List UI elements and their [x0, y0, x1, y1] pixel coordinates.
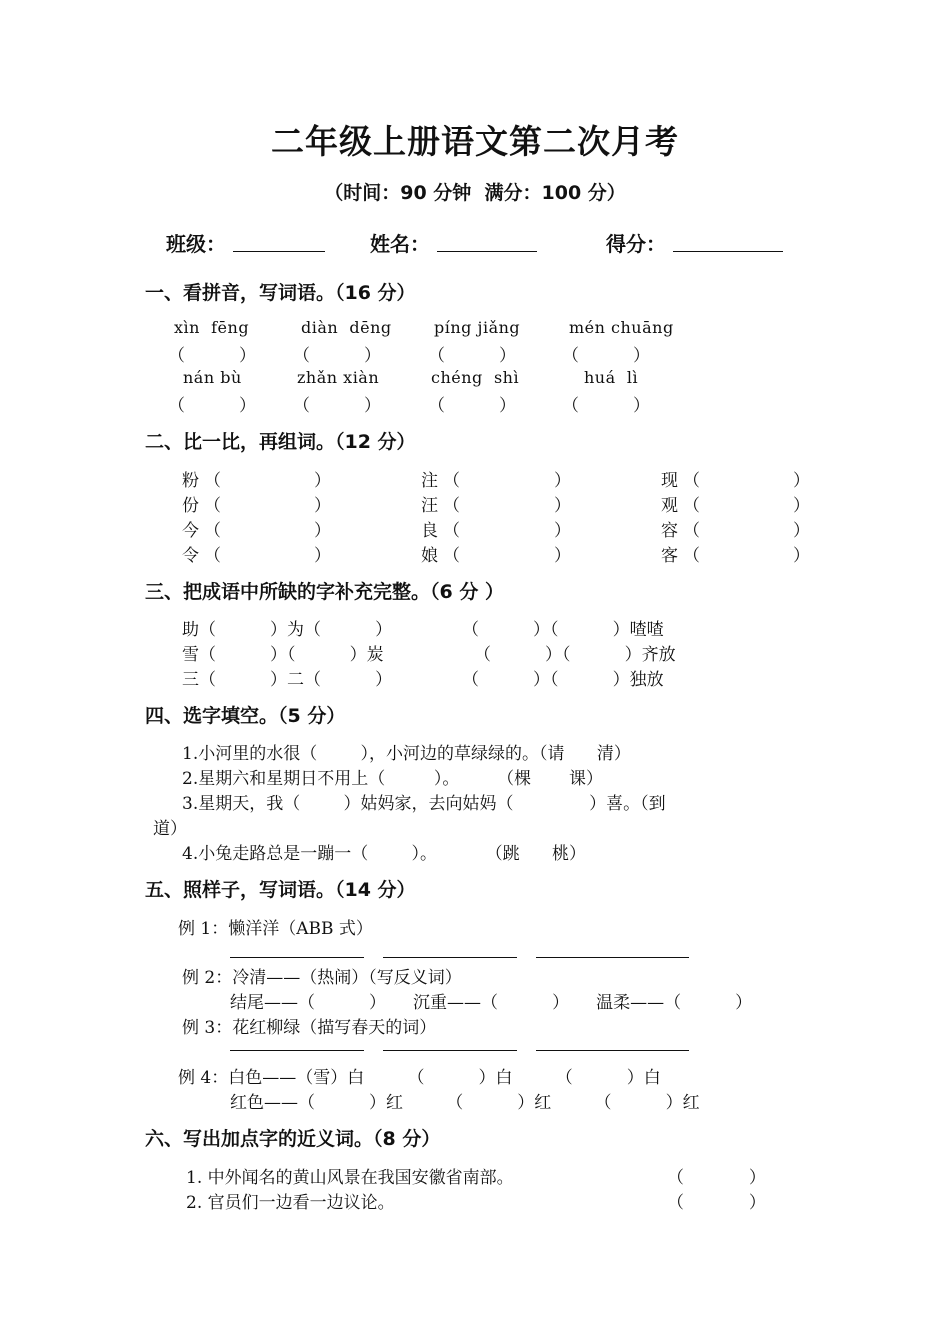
page-subtitle: （时间：90 分钟 满分：100 分）: [324, 182, 626, 204]
paren-close[interactable]: ）: [554, 496, 571, 516]
answer-paren[interactable]: （ ）: [168, 396, 257, 416]
example-4-row-2[interactable]: 红色——（ ）红 （ ）红 （ ）红: [230, 1093, 700, 1113]
idiom-item[interactable]: 雪（ ）（ ）炭: [182, 645, 384, 665]
idiom-item[interactable]: 助（ ）为（ ）: [182, 620, 393, 640]
char-item: 良: [421, 521, 438, 541]
pinyin-item: píng jiǎng: [434, 318, 521, 337]
paren-close[interactable]: ）: [554, 471, 571, 491]
paren-open[interactable]: （: [204, 496, 221, 516]
answer-paren[interactable]: （ ）: [667, 1193, 766, 1213]
pinyin-item: xìn fēng: [174, 318, 250, 337]
answer-paren[interactable]: （ ）: [293, 346, 382, 366]
char-item: 现: [661, 471, 678, 491]
fill-line[interactable]: 2.星期六和星期日不用上（ ）。 （棵 课）: [182, 769, 604, 789]
idiom-item[interactable]: （ ）（ ）喳喳: [462, 620, 664, 640]
pinyin-item: zhǎn xiàn: [297, 368, 380, 387]
char-item: 注: [421, 471, 438, 491]
section-2-heading: 二、比一比，再组词。（12 分）: [145, 431, 416, 453]
fill-line[interactable]: 4.小兔走路总是一蹦一（ ）。 （跳 桃）: [182, 844, 587, 864]
paren-close[interactable]: ）: [314, 546, 331, 566]
paren-close[interactable]: ）: [793, 521, 810, 541]
synonym-sentence: 2. 官员们一边看一边议论。: [186, 1193, 395, 1213]
answer-paren[interactable]: （ ）: [293, 396, 382, 416]
section-5-heading: 五、照样子，写词语。（14 分）: [145, 879, 416, 901]
paren-close[interactable]: ）: [314, 496, 331, 516]
antonym-items[interactable]: 结尾——（ ） 沉重——（ ） 温柔——（ ）: [230, 993, 753, 1013]
char-item: 今: [182, 521, 199, 541]
char-item: 份: [182, 496, 199, 516]
char-item: 汪: [421, 496, 438, 516]
fill-line[interactable]: 3.星期天，我（ ）姑妈家，去向姑妈（ ）喜。（到: [182, 794, 666, 814]
pinyin-item: diàn dēng: [301, 318, 392, 337]
paren-open[interactable]: （: [683, 546, 700, 566]
class-label: 班级：: [166, 232, 226, 256]
paren-close[interactable]: ）: [793, 546, 810, 566]
answer-line[interactable]: [383, 957, 517, 958]
paren-open[interactable]: （: [683, 471, 700, 491]
synonym-sentence: 1. 中外闻名的黄山风景在我国安徽省南部。: [186, 1168, 514, 1188]
paren-close[interactable]: ）: [793, 471, 810, 491]
answer-line[interactable]: [230, 1050, 364, 1051]
char-item: 娘: [421, 546, 438, 566]
answer-paren[interactable]: （ ）: [667, 1168, 766, 1188]
paren-open[interactable]: （: [683, 496, 700, 516]
example-4[interactable]: 例 4：白色——（雪）白 （ ）白 （ ）白: [178, 1068, 661, 1088]
section-4-heading: 四、选字填空。（5 分）: [145, 705, 346, 727]
answer-paren[interactable]: （ ）: [428, 396, 517, 416]
name-label: 姓名：: [370, 232, 430, 256]
answer-line[interactable]: [383, 1050, 517, 1051]
page-title: 二年级上册语文第二次月考: [271, 122, 679, 161]
char-item: 客: [661, 546, 678, 566]
char-item: 令: [182, 546, 199, 566]
section-6-heading: 六、写出加点字的近义词。（8 分）: [145, 1128, 441, 1150]
paren-close[interactable]: ）: [793, 496, 810, 516]
answer-line[interactable]: [230, 957, 364, 958]
section-1-heading: 一、看拼音，写词语。（16 分）: [145, 282, 416, 304]
paren-open[interactable]: （: [204, 521, 221, 541]
paren-open[interactable]: （: [443, 471, 460, 491]
example-1: 例 1：懒洋洋（ABB 式）: [178, 919, 373, 939]
paren-open[interactable]: （: [204, 546, 221, 566]
char-item: 容: [661, 521, 678, 541]
idiom-item[interactable]: （ ）（ ）独放: [462, 670, 664, 690]
score-blank[interactable]: [673, 251, 783, 252]
paren-close[interactable]: ）: [314, 471, 331, 491]
paren-open[interactable]: （: [443, 496, 460, 516]
fill-line[interactable]: 1.小河里的水很（ ），小河边的草绿绿的。（请 清）: [182, 744, 631, 764]
score-label: 得分：: [606, 232, 666, 256]
pinyin-item: chéng shì: [431, 368, 520, 387]
answer-paren[interactable]: （ ）: [168, 346, 257, 366]
section-3-heading: 三、把成语中所缺的字补充完整。（6 分 ）: [145, 581, 504, 603]
paren-open[interactable]: （: [204, 471, 221, 491]
char-item: 观: [661, 496, 678, 516]
paren-open[interactable]: （: [443, 521, 460, 541]
pinyin-item: nán bù: [183, 368, 242, 387]
paren-open[interactable]: （: [443, 546, 460, 566]
answer-line[interactable]: [536, 1050, 689, 1051]
paren-close[interactable]: ）: [554, 546, 571, 566]
paren-close[interactable]: ）: [314, 521, 331, 541]
paren-close[interactable]: ）: [554, 521, 571, 541]
char-item: 粉: [182, 471, 199, 491]
idiom-item[interactable]: 三（ ）二（ ）: [182, 670, 393, 690]
example-3: 例 3：花红柳绿（描写春天的词）: [182, 1018, 437, 1038]
answer-paren[interactable]: （ ）: [562, 396, 651, 416]
fill-line-wrap: 道）: [153, 819, 187, 839]
idiom-item[interactable]: （ ）（ ）齐放: [474, 645, 676, 665]
pinyin-item: mén chuāng: [569, 318, 674, 337]
pinyin-item: huá lì: [584, 368, 639, 387]
name-blank[interactable]: [437, 251, 537, 252]
answer-paren[interactable]: （ ）: [428, 346, 517, 366]
paren-open[interactable]: （: [683, 521, 700, 541]
answer-line[interactable]: [536, 957, 689, 958]
class-blank[interactable]: [233, 251, 325, 252]
answer-paren[interactable]: （ ）: [562, 346, 651, 366]
example-2: 例 2：冷清——（热闹）（写反义词）: [182, 968, 462, 988]
